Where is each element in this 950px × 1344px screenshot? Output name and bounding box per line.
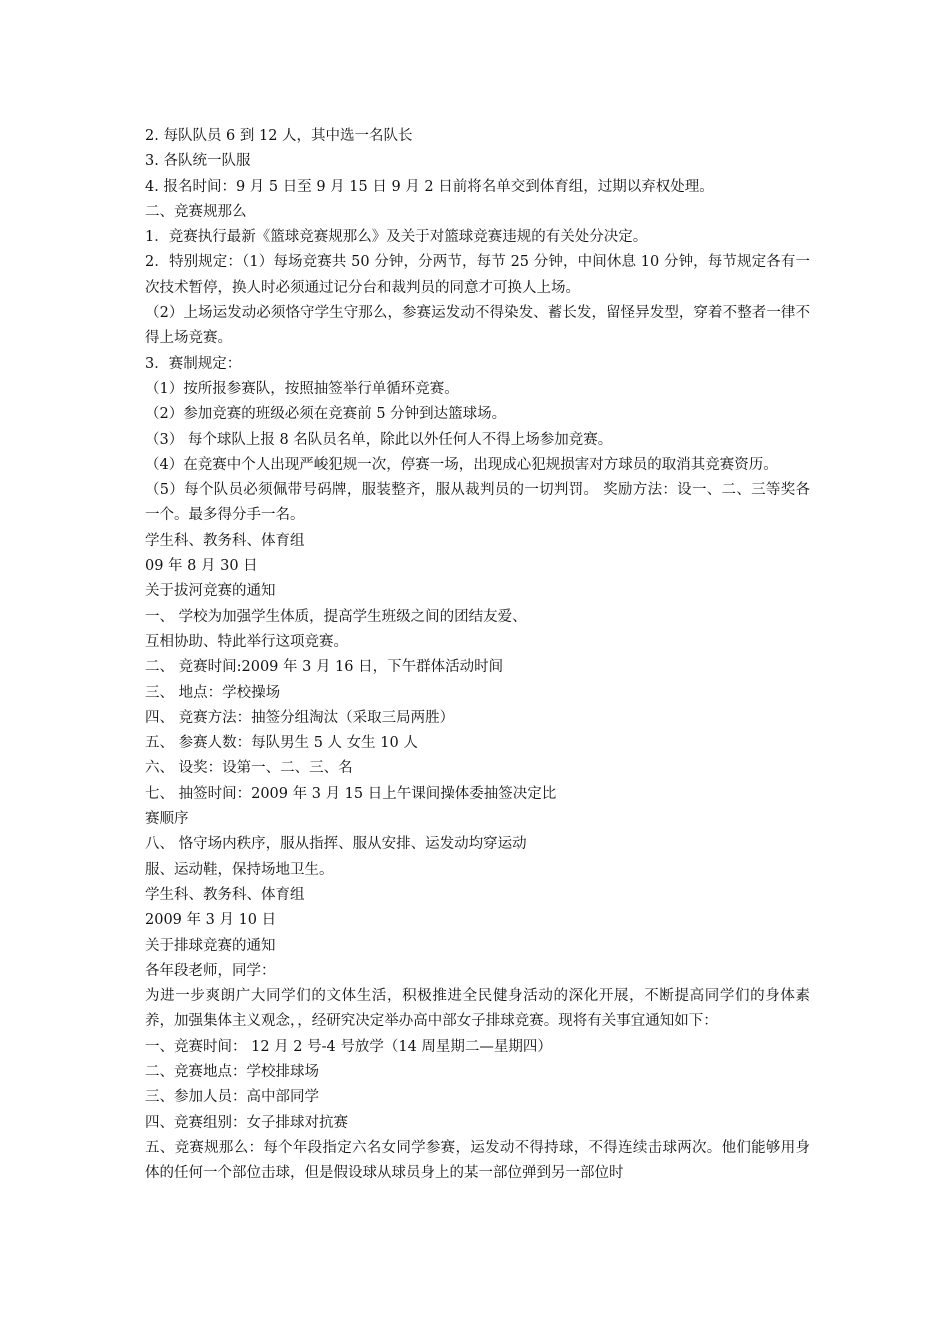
text-line: 二、竞赛地点：学校排球场 [145,1063,319,1080]
text-line: （2）参加竞赛的班级必须在竞赛前 5 分钟到达篮球场。 [145,406,507,423]
text-line: 一、 学校为加强学生体质，提高学生班级之间的团结友爱、 [145,608,527,625]
text-line: 八、 恪守场内秩序，服从指挥、服从安排、运发动均穿运动 [145,836,527,853]
text-line: 四、 竞赛方法：抽签分组淘汰（采取三局两胜） [145,709,455,726]
text-line: 09 年 8 月 30 日 [145,558,258,575]
text-line: （1）按所报参赛队，按照抽签举行单循环竞赛。 [145,380,459,397]
text-line: 关于排球竞赛的通知 [145,937,276,954]
text-line: 五、 参赛人数：每队男生 5 人 女生 10 人 [145,735,418,752]
text-line: 3．赛制规定： [145,355,242,372]
text-line: 二、 竞赛时间:2009 年 3 月 16 日，下午群体活动时间 [145,659,504,676]
text-line: 五、竞赛规那么：每个年段指定六名女同学参赛，运发动不得持球，不得连续击球两次。他们能够用身体的任何一个部位击球，但是假设球从球员身上的某一部位弹到另一部位时 [145,1139,810,1182]
text-line: 各年段老师，同学： [145,962,276,979]
text-line: 1．竞赛执行最新《篮球竞赛规那么》及关于对篮球竞赛违规的有关处分决定。 [145,229,648,246]
text-line: 三、参加人员：高中部同学 [145,1089,319,1106]
text-line: 2009 年 3 月 10 日 [145,912,277,929]
text-line: 赛顺序 [145,811,189,828]
text-line: （3） 每个球队上报 8 名队员名单，除此以外任何人不得上场参加竞赛。 [145,431,613,448]
text-line: 2. 每队队员 6 到 12 人，其中选一名队长 [145,128,413,144]
text-line: （2）上场运发动必须恪守学生守那么，参赛运发动不得染发、蓄长发，留怪异发型，穿着不整者一律不得上场竞赛。 [145,305,810,347]
text-line: 六、 设奖：设第一、二、三、名 [145,760,353,777]
text-line: 一、竞赛时间： 12 月 2 号-4 号放学（14 周星期二—星期四） [145,1038,552,1055]
text-line: 4. 报名时间：9 月 5 日至 9 月 15 日 9 月 2 日前将名单交到体育组，过期以弃权处理。 [145,178,714,195]
text-line: 服、运动鞋，保持场地卫生。 [145,861,334,878]
text-line: 学生科、教务科、体育组 [145,532,305,549]
text-line: 为进一步爽朗广大同学们的文体生活，积极推进全民健身活动的深化开展，不断提高同学们的身体素养，加强集体主义观念，，经研究决定举办高中部女子排球竞赛。现将有关事宜通知如下： [145,988,810,1030]
text-line: 互相协助、特此举行这项竞赛。 [145,633,348,650]
text-line: 3. 各队统一队服 [145,153,251,170]
text-line: 学生科、教务科、体育组 [145,886,305,903]
text-line: （5）每个队员必须佩带号码牌，服装整齐，服从裁判员的一切判罚。 奖励方法：设一、二、三等奖各一个。最多得分手一名。 [145,482,810,524]
text-line: 三、 地点：学校操场 [145,684,281,701]
text-line: 2．特别规定：（1）每场竞赛共 50 分钟，分两节，每节 25 分钟，中间休息 10 分钟，每节规定各有一次技术暂停，换人时必须通过记分台和裁判员的同意才可换人上场。 [145,254,810,296]
text-line: 四、竞赛组别：女子排球对抗赛 [145,1114,348,1131]
document-body [145,124,810,1186]
text-line: （4）在竞赛中个人出现严峻犯规一次，停赛一场，出现成心犯规损害对方球员的取消其竞赛资历。 [145,456,778,473]
text-line: 七、 抽签时间：2009 年 3 月 15 日上午课间操体委抽签决定比 [145,785,557,802]
text-line: 关于拔河竞赛的通知 [145,583,276,600]
text-line: 二、竞赛规那么 [145,203,247,220]
